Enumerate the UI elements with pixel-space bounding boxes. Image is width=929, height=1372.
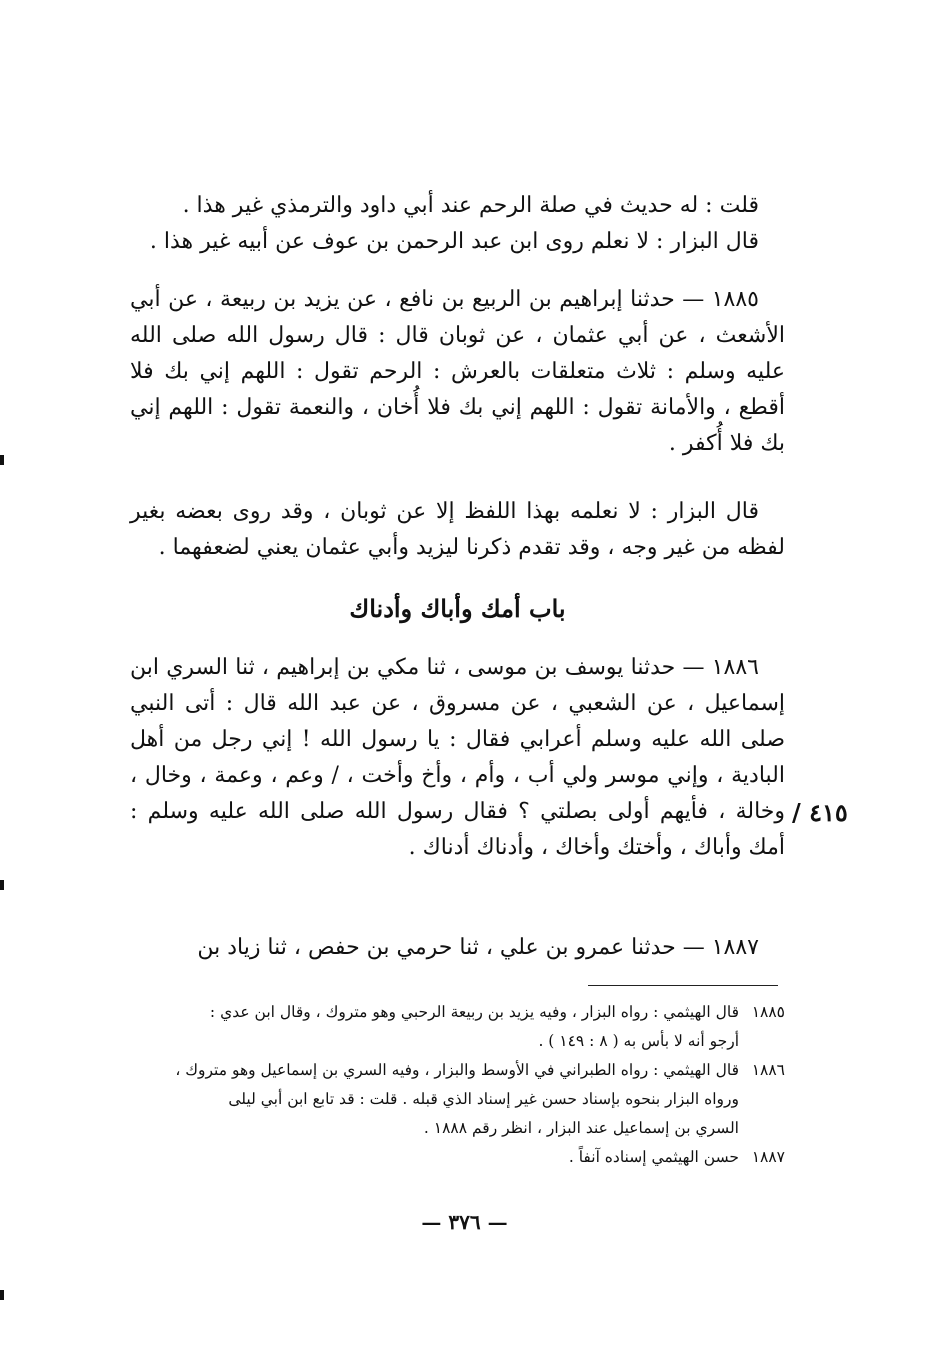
page-number: — ٣٧٦ — [421,1210,508,1234]
hadith-1886-text: ١٨٨٦ — حدثنا يوسف بن موسى ، ثنا مكي بن إبراهيم ، ثنا السري ابن إسماعيل ، عن الشعبي ، عن مسروق ، عن عبد الله قال : أتى النبي صلى الله عليه وسلم أعرابي فقال : يا رسول الله ! إني رجل من أهل البادية ، وإني موسر ولي أب ، وأم ، وأخ وأخت ، / وعم ، وعمة ، وخال ، وخالة ، فأيهم أولى بصلتي ؟ فقال رسول الله صلى الله عليه وسلم : أمك وأباك ، وأختك وأخاك ، وأدناك أدناك . [130,655,785,860]
hadith-1885-note-text: قال البزار : لا نعلمه بهذا اللفظ إلا عن ثوبان ، وقد روى بعضه بغير لفظه من غير وجه ، وقد تقدم ذكرنا ليزيد وأبي عثمان يعني لضعفهما . [130,499,785,560]
footnote-line: قال الهيثمي : رواه الطبراني في الأوسط والبزار ، وفيه السري بن إسماعيل وهو متروك ، [175,1061,739,1079]
hadith-1887-text: ١٨٨٧ — حدثنا عمرو بن علي ، ثنا حرمي بن حفص ، ثنا زياد بن [197,935,759,960]
intro-line-1: قلت : له حديث في صلة الرحم عند أبي داود والترمذي غير هذا . [182,193,759,218]
footnote-line: قال الهيثمي : رواه البزار ، وفيه يزيد بن ربيعة الرحبي وهو متروك ، وقال ابن عدي : [209,1003,739,1021]
footnote [130,1143,785,1172]
intro-line-2: قال البزار : لا نعلم روى ابن عبد الرحمن بن عوف عن أبيه غير هذا . [149,229,759,254]
footnote-line: السري بن إسماعيل عند البزار ، انظر رقم ١٨٨٨ . [423,1119,739,1137]
scan-artifact [0,455,4,465]
footnote-line: حسن الهيثمي إسناده آنفاً . [568,1148,739,1166]
scan-artifact [0,1290,4,1300]
intro-paragraph [130,188,785,260]
footnote-line: ورواه البزار بنحوه بإسناد حسن غير إسناد الذي قبله . قلت : قد تابع ابن أبي ليلى [228,1090,739,1108]
footnote-number: ١٨٨٧ [751,1148,785,1166]
footnotes [130,998,785,1172]
footnote-text [130,1143,739,1172]
hadith-1885-text: ١٨٨٥ — حدثنا إبراهيم بن الربيع بن نافع ، عن يزيد بن ربيعة ، عن أبي الأشعث ، عن أبي عثمان ، عن ثوبان قال : قال رسول الله صلى الله عليه وسلم : ثلاث متعلقات بالعرش : الرحم تقول : اللهم إني بك فلا أقطع ، والأمانة تقول : اللهم إني بك فلا أُخان ، والنعمة تقول : اللهم إني بك فلا أُكفر . [130,287,785,456]
footnote-text [130,998,739,1056]
margin-manuscript-ref: ٤١٥ / [792,798,848,827]
hadith-1887 [130,930,785,966]
section-heading: باب أمك وأباك وأدناك [349,594,566,623]
footnote-number: ١٨٨٦ [751,1061,785,1079]
footnote [130,1056,785,1143]
footnote-divider [588,985,778,986]
scan-artifact [0,880,4,890]
hadith-1885-note [130,494,785,566]
footnote-line: أرجو أنه لا بأس به ( ٨ : ١٤٩ ) . [538,1032,739,1050]
footnote [130,998,785,1056]
footnote-text [130,1056,739,1143]
footnote-number: ١٨٨٥ [751,1003,785,1021]
hadith-1885 [130,282,785,462]
hadith-1886 [130,650,785,866]
